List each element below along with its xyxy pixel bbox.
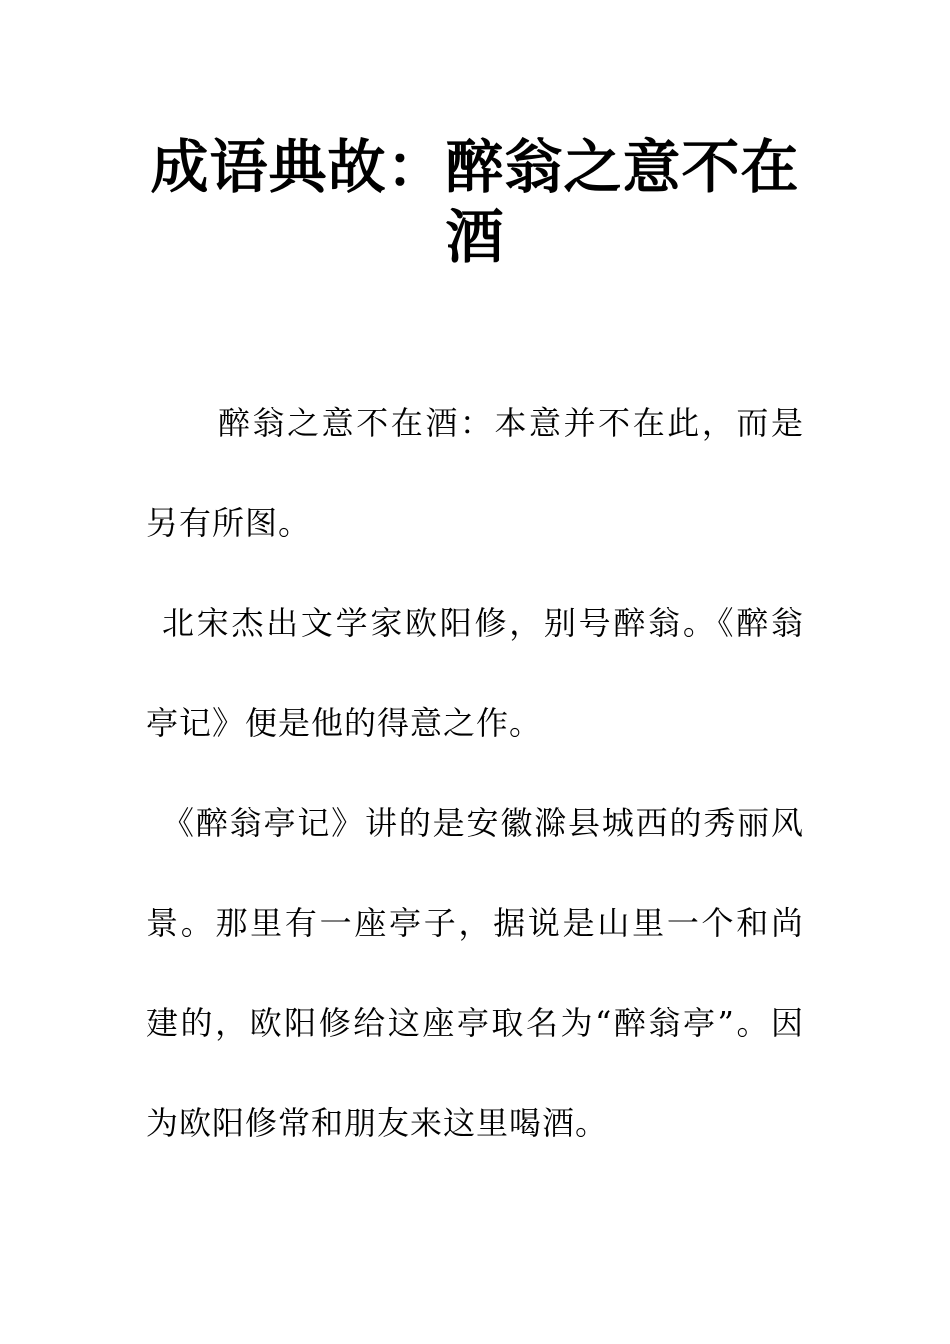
paragraph-story: 《醉翁亭记》讲的是安徽滁县城西的秀丽风景。那里有一座亭子，据说是山里一个和尚建的，欧阳修给这座亭取名为“醉翁亭”。因为欧阳修常和朋友来这里喝酒。 <box>146 804 804 1142</box>
document-body <box>146 373 804 1173</box>
document-title: 成语典故：醉翁之意不在酒 <box>150 133 800 271</box>
paragraph-definition: 醉翁之意不在酒：本意并不在此，而是另有所图。 <box>146 404 804 542</box>
paragraph-author: 北宋杰出文学家欧阳修，别号醉翁。《醉翁亭记》便是他的得意之作。 <box>146 604 804 742</box>
